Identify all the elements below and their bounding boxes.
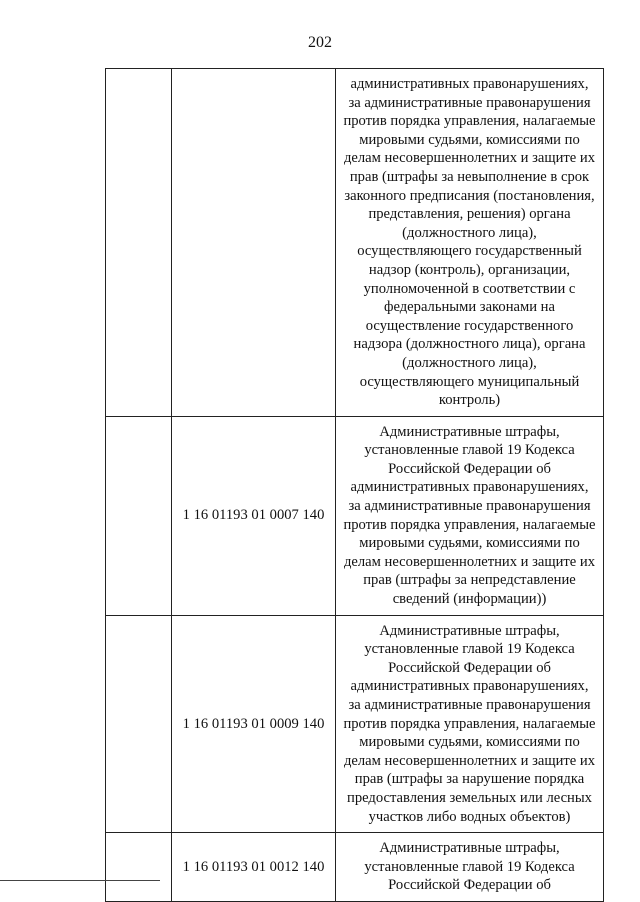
description-line: (должностного лица), [402,354,537,371]
description-line: федеральными законами на [384,299,555,316]
description-line: (должностного лица), [402,224,537,241]
page-number: 202 [308,34,332,51]
description-line: установленные главой 19 Кодекса [364,858,575,875]
row-number-cell [106,416,172,615]
description-line: делам несовершеннолетних и защите их [343,752,596,769]
description-line: осуществление государственного [365,317,574,334]
table-row [106,416,604,615]
description-line: Административные штрафы, [379,622,560,639]
description-line: административных правонарушениях, [350,678,589,695]
description-line: мировыми судьями, комиссиями по [359,535,580,552]
description-line: прав (штрафы за нарушение порядка [354,771,585,788]
description-line: против порядка управления, налагаемые [343,113,596,130]
description-line: Административные штрафы, [379,423,560,440]
description-line: за административные правонарушения [348,94,591,111]
description-line: уполномоченной в соответствии с [363,280,576,297]
budget-codes-table [105,68,604,902]
description-line: прав (штрафы за невыполнение в срок [349,168,590,185]
description-line: против порядка управления, налагаемые [343,715,596,732]
description-line: мировыми судьями, комиссиями по [359,734,580,751]
table-row [106,833,604,902]
description-line: сведений (информации)) [392,591,547,608]
description-line: предоставления земельных или лесных [347,789,592,806]
description-line: Российской Федерации об [388,877,551,894]
description-line: надзора (должностного лица), органа [353,336,586,353]
description-line: законного предписания (постановления, [344,187,595,204]
description-line: делам несовершеннолетних и защите их [343,150,596,167]
description-line: за административные правонарушения [348,697,591,713]
budget-code-cell [172,69,336,417]
description-line: Административные штрафы, [379,840,560,857]
budget-code-cell: 1 16 01193 01 0009 140 [172,615,336,833]
description-cell [336,416,604,615]
description-line: осуществляющего государственный [357,243,582,260]
description-cell [336,615,604,833]
description-line: Российской Федерации об [388,460,551,477]
table-row [106,615,604,833]
description-line: Российской Федерации об [388,659,551,676]
footnote-divider [0,880,160,881]
description-line: за административные правонарушения [348,498,591,515]
description-line: против порядка управления, налагаемые [343,516,596,533]
row-number-cell [106,833,172,902]
description-line: представления, решения) органа [368,206,571,223]
description-line: прав (штрафы за непредставление [363,572,576,589]
description-line: административных правонарушениях, [350,479,589,496]
budget-code-cell: 1 16 01193 01 0012 140 [172,833,336,902]
description-line: административных правонарушениях, [350,76,589,92]
description-line: надзор (контроль), организации, [368,261,571,278]
description-line: установленные главой 19 Кодекса [364,641,575,658]
description-cell [336,833,604,902]
budget-code-cell: 1 16 01193 01 0007 140 [172,416,336,615]
row-number-cell [106,615,172,833]
description-line: установленные главой 19 Кодекса [364,442,575,459]
description-line: осуществляющего муниципальный [359,373,580,390]
row-number-cell [106,69,172,417]
description-line: участков либо водных объектов) [368,808,571,825]
description-line: делам несовершеннолетних и защите их [343,553,596,570]
description-line: контроль) [438,392,501,409]
description-line: мировыми судьями, комиссиями по [359,131,580,148]
table-row [106,69,604,417]
description-cell [336,69,604,417]
